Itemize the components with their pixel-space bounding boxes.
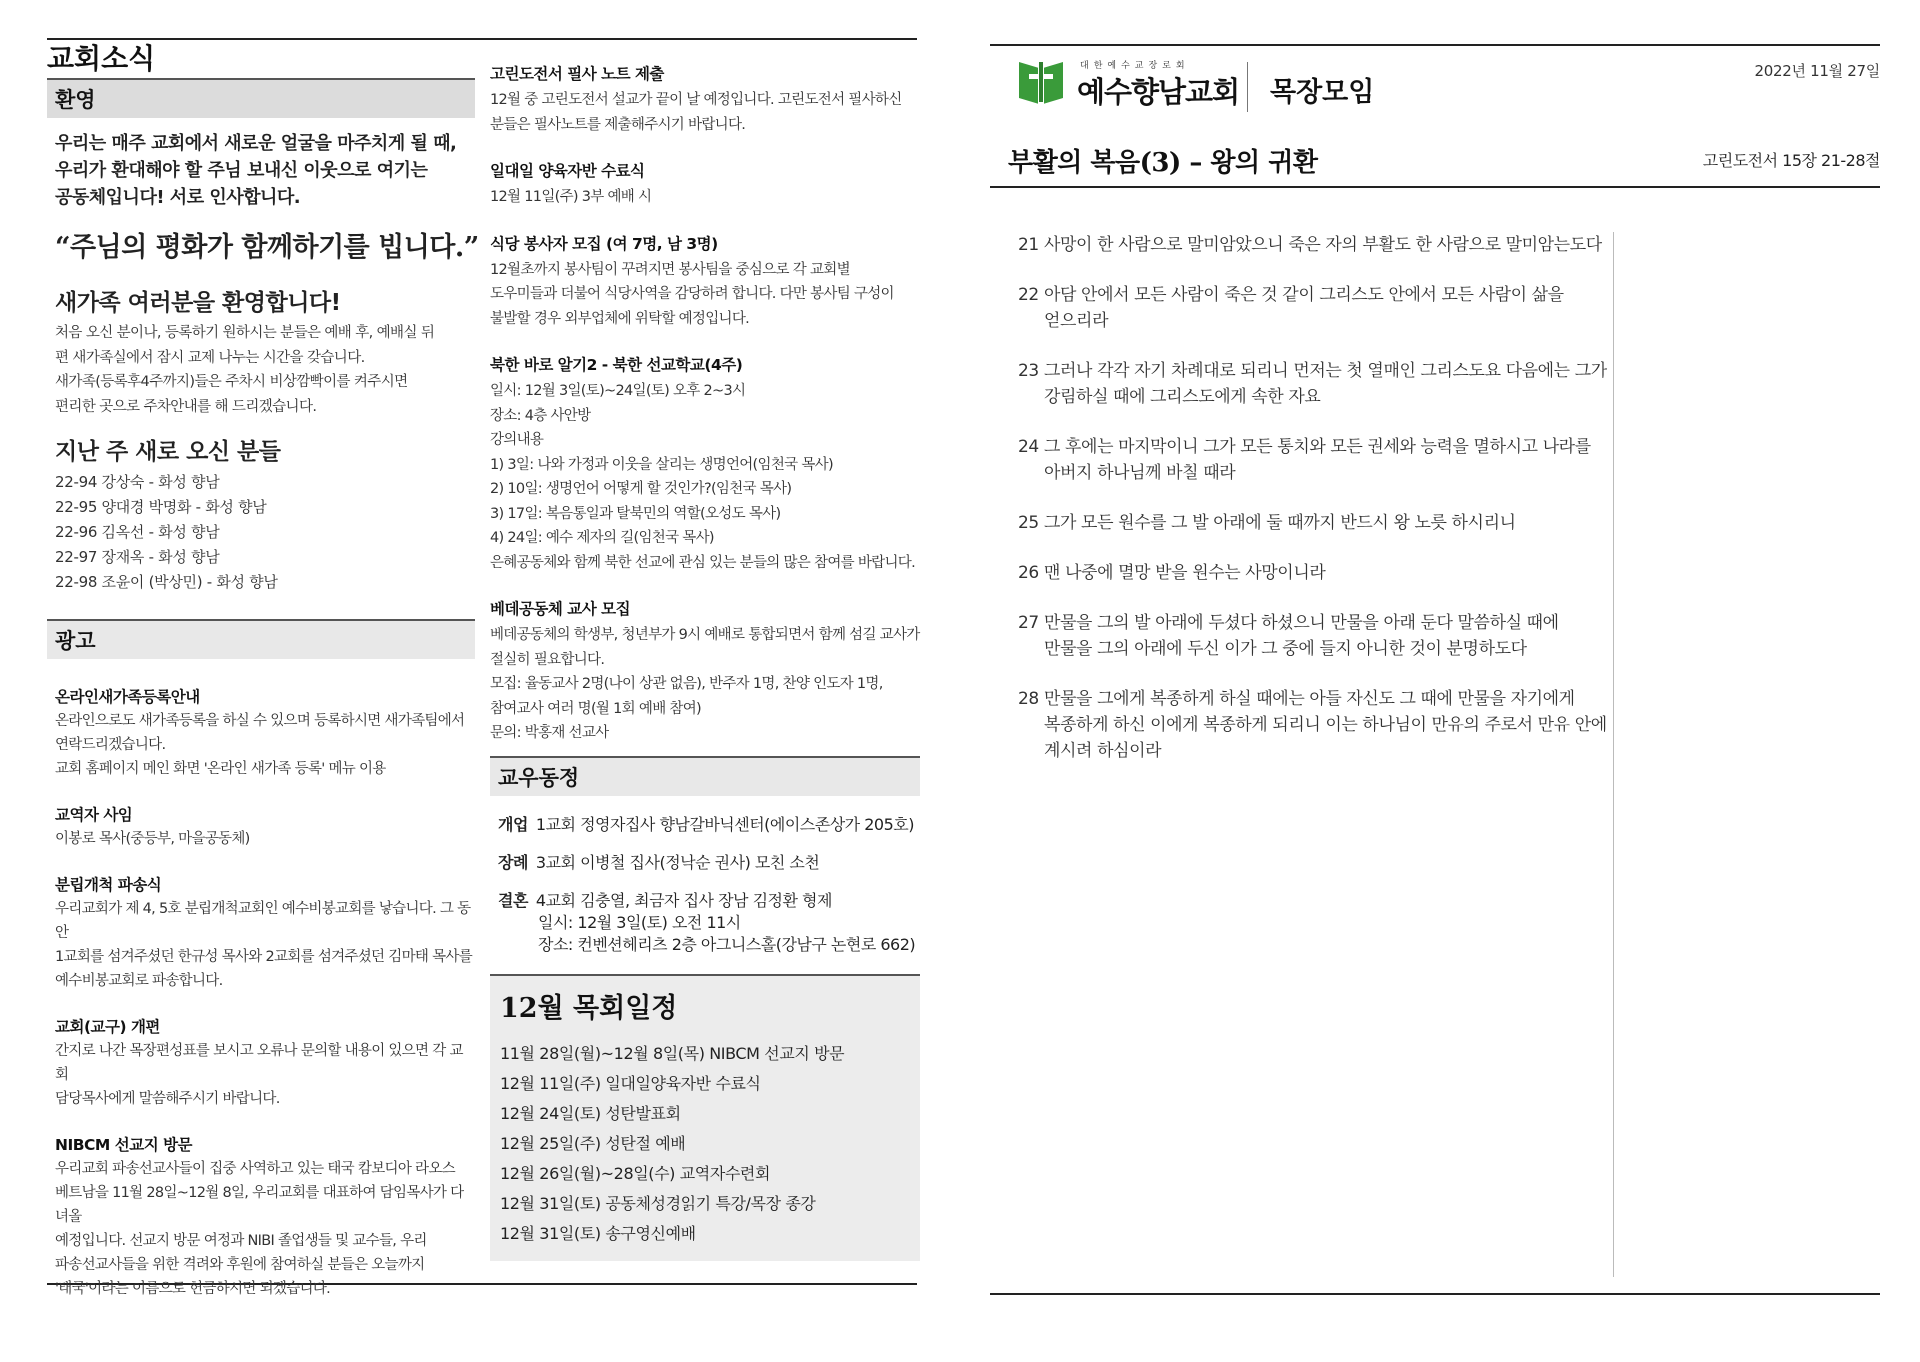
verse-number: 21 xyxy=(1018,235,1039,255)
news-line: 절실히 필요합니다. xyxy=(490,651,605,668)
family-news-text: 3교회 이병철 집사(정낙순 권사) 모친 소천 xyxy=(535,852,820,872)
news-line: 모집: 율동교사 2명(나이 상관 없음), 반주자 1명, 찬양 인도자 1명, xyxy=(490,676,883,692)
verse-number: 22 xyxy=(1018,285,1039,305)
news-line: 3) 17일: 복음통일과 탈북민의 역할(오성도 목사) xyxy=(490,505,781,522)
ad-line: 우리교회가 제 4, 5호 분립개척교회인 예수비봉교회를 낳습니다. 그 동안 xyxy=(55,901,471,941)
schedule-item: 12월 31일(토) 공동체성경읽기 특강/목장 종강 xyxy=(500,1193,816,1213)
schedule-item: 12월 25일(주) 성탄절 예배 xyxy=(500,1133,686,1153)
ad-line: 1교회를 섬겨주셨던 한규성 목사와 2교회를 섬겨주셨던 김마태 목사를 xyxy=(55,949,473,965)
meeting-title: 목장모임 xyxy=(1270,77,1375,108)
ad-title: 분립개척 파송식 xyxy=(55,876,162,894)
news-line: 문의: 박홍재 선교사 xyxy=(490,725,609,741)
sermon-title: 부활의 복음(3) – 왕의 귀환 xyxy=(1008,148,1318,178)
ad-item xyxy=(47,685,475,781)
welcome-line: 우리가 환대해야 할 주님 보내신 이웃으로 여기는 xyxy=(55,160,428,181)
schedule-item: 11월 28일(월)~12월 8일(목) NIBCM 선교지 방문 xyxy=(500,1043,845,1063)
news-item xyxy=(490,353,920,575)
newcomer-item: 22-94 강상숙 - 화성 향남 xyxy=(55,473,220,491)
verse-number: 27 xyxy=(1018,613,1039,633)
verse-line: 아담 안에서 모든 사람이 죽은 것 같이 그리스도 안에서 모든 사람이 삶을 xyxy=(1044,285,1564,305)
news-title: 북한 바로 알기2 - 북한 선교학교(4주) xyxy=(490,356,743,374)
ad-line: 베트남을 11월 28일~12월 8일, 우리교회를 대표하여 담임목사가 다녀올 xyxy=(55,1185,464,1225)
family-news-item xyxy=(498,890,920,912)
verse-line: 그가 모든 원수를 그 발 아래에 둘 때까지 반드시 왕 노릇 하시리니 xyxy=(1044,513,1516,533)
family-news-label: 결혼 xyxy=(498,890,528,910)
top-rule xyxy=(990,44,1880,46)
verse xyxy=(1018,434,1618,486)
news-line: 분들은 필사노트를 제출해주시기 바랍니다. xyxy=(490,116,746,133)
news-item xyxy=(490,62,920,137)
verse-number: 26 xyxy=(1018,563,1039,583)
news-item xyxy=(490,232,920,332)
verse-line: 만물을 그의 아래에 두신 이가 그 중에 들지 아니한 것이 분명하도다 xyxy=(1044,639,1527,659)
family-news-text: 1교회 정영자집사 향남갈바닉센터(에이스존상가 205호) xyxy=(535,814,914,834)
denomination-label: 대한예수교장로회 xyxy=(1080,61,1190,71)
new-family-line: 편 새가족실에서 잠시 교제 나누는 시간을 갖습니다. xyxy=(55,349,365,366)
new-family-line: 편리한 곳으로 주차안내를 해 드리겠습니다. xyxy=(55,398,317,415)
ad-item xyxy=(47,1133,475,1301)
welcome-bold xyxy=(47,130,475,211)
verse xyxy=(1018,560,1618,586)
bottom-rule xyxy=(990,1293,1880,1295)
verse xyxy=(1018,358,1618,410)
verse-line: 만물을 그에게 복종하게 하실 때에는 아들 자신도 그 때에 만물을 자기에게 xyxy=(1044,689,1575,709)
ad-title: 온라인새가족등록안내 xyxy=(55,688,200,706)
verse-line: 사망이 한 사람으로 말미암았으니 죽은 자의 부활도 한 사람으로 말미암는도다 xyxy=(1044,235,1602,255)
last-week-heading: 지난 주 새로 오신 분들 xyxy=(55,439,281,465)
schedule-title: 12월 목회일정 xyxy=(500,992,678,1024)
newcomer-item: 22-95 양대경 박명화 - 화성 향남 xyxy=(55,498,267,516)
family-news-bar: 교우동정 xyxy=(490,756,920,796)
ad-line: 이봉로 목사(중등부, 마을공동체) xyxy=(55,831,250,847)
news-line: 1) 3일: 나와 가정과 이웃을 살리는 생명언어(임천국 목사) xyxy=(490,456,833,473)
ads-bar: 광고 xyxy=(47,619,475,659)
column-left xyxy=(47,40,479,1301)
new-family-line: 처음 오신 분이나, 등록하기 원하시는 분들은 예배 후, 예배실 뒤 xyxy=(55,325,435,341)
news-line: 불발할 경우 외부업체에 위탁할 예정입니다. xyxy=(490,310,750,327)
ad-item xyxy=(47,803,475,851)
welcome-line: 우리는 매주 교회에서 새로운 얼굴을 마주치게 될 때, xyxy=(55,133,457,154)
ad-line: 간지로 나간 목장편성표를 보시고 오류나 문의할 내용이 있으면 각 교회 xyxy=(55,1043,463,1083)
ad-item xyxy=(47,873,475,993)
verse-line: 복종하게 하신 이에게 복종하게 되리니 이는 하나님이 만유의 주로서 만유 안에 xyxy=(1044,715,1607,735)
news-item xyxy=(490,159,920,210)
news-line: 참여교사 여러 명(월 1회 예배 참여) xyxy=(490,700,701,717)
title-rule xyxy=(990,186,1880,188)
news-line: 4) 24일: 예수 제자의 길(임천국 목사) xyxy=(490,530,714,546)
family-news-subline: 장소: 컨벤션헤리츠 2층 아그니스홀(강남구 논현로 662) xyxy=(538,934,916,954)
ad-line: 예정입니다. 선교지 방문 여정과 NIBI 졸업생들 및 교수들, 우리 xyxy=(55,1233,427,1249)
news-title: 식당 봉사자 모집 (여 7명, 남 3명) xyxy=(490,234,718,253)
church-logo-icon xyxy=(1015,56,1067,108)
schedule-item: 12월 11일(주) 일대일양육자반 수료식 xyxy=(500,1073,761,1093)
family-news-text: 4교회 김충열, 최금자 집사 장남 김정환 형제 xyxy=(535,890,832,910)
schedule-item: 12월 24일(토) 성탄발표회 xyxy=(500,1103,681,1123)
news-item xyxy=(490,597,920,746)
verse-number: 28 xyxy=(1018,689,1039,709)
ad-line: '태국'이라는 이름으로 헌금하시면 되겠습니다. xyxy=(55,1281,331,1297)
family-news-subline: 일시: 12월 3일(토) 오전 11시 xyxy=(538,912,741,932)
verse-line: 그러나 각각 자기 차례대로 되리니 먼저는 첫 열매인 그리스도요 다음에는 그가 xyxy=(1044,361,1607,381)
newcomer-item: 22-98 조윤이 (박상민) - 화성 향남 xyxy=(55,573,278,591)
ad-title: 교회(교구) 개편 xyxy=(55,1018,160,1036)
verse xyxy=(1018,282,1618,334)
header-divider xyxy=(1247,62,1248,112)
welcome-bar: 환영 xyxy=(47,78,475,118)
welcome-line: 공동체입니다! 서로 인사합니다. xyxy=(55,187,301,208)
verse-line: 강림하실 때에 그리스도에게 속한 자요 xyxy=(1044,387,1321,407)
ad-line: 교회 홈페이지 메인 화면 '온라인 새가족 등록' 메뉴 이용 xyxy=(55,761,386,777)
verse xyxy=(1018,232,1618,258)
verse-number: 25 xyxy=(1018,513,1039,533)
newcomer-item: 22-96 김옥선 - 화성 향남 xyxy=(55,523,220,541)
column-right xyxy=(490,40,920,1261)
verse-line: 계시려 하심이라 xyxy=(1044,741,1162,761)
verse-line: 만물을 그의 발 아래에 두셨다 하셨으니 만물을 아래 둔다 말씀하실 때에 xyxy=(1044,613,1559,633)
new-family-line: 새가족(등록후4주까지)들은 주차시 비상깜빡이를 켜주시면 xyxy=(55,374,408,390)
news-line: 강의내용 xyxy=(490,432,544,448)
family-news-label: 장례 xyxy=(498,852,528,872)
news-title: 고린도전서 필사 노트 제출 xyxy=(490,65,664,83)
verse-line: 얻으리라 xyxy=(1044,311,1109,331)
news-title: 일대일 양육자반 수료식 xyxy=(490,162,645,180)
news-line: 장소: 4층 사안방 xyxy=(490,407,591,424)
verse-number: 24 xyxy=(1018,437,1039,457)
family-news-item xyxy=(498,814,920,836)
news-line: 12월 11일(주) 3부 예배 시 xyxy=(490,189,652,205)
news-title: 베데공동체 교사 모집 xyxy=(490,600,631,618)
new-family-heading: 새가족 여러분을 환영합니다! xyxy=(55,290,341,316)
scripture-passage xyxy=(1018,232,1618,788)
ad-line: 우리교회 파송선교사들이 집중 사역하고 있는 태국 캄보디아 라오스 xyxy=(55,1161,455,1177)
church-name: 예수향남교회 xyxy=(1077,75,1240,109)
ad-item xyxy=(47,1015,475,1111)
notes-divider xyxy=(1613,232,1614,1277)
newcomer-item: 22-97 장재옥 - 화성 향남 xyxy=(55,548,220,566)
verse-line: 아버지 하나님께 바칠 때라 xyxy=(1044,463,1236,483)
news-line: 12월 중 고린도전서 설교가 끝이 날 예정입니다. 고린도전서 필사하신 xyxy=(490,92,902,108)
right-page xyxy=(990,0,1890,1362)
bulletin-date: 2022년 11월 27일 xyxy=(1754,62,1880,80)
ad-line: 파송선교사들을 위한 격려와 후원에 참여하실 분들은 오늘까지 xyxy=(55,1257,425,1273)
family-news-label: 개업 xyxy=(498,814,528,834)
news-line: 베데공동체의 학생부, 청년부가 9시 예배로 통합되면서 함께 섬길 교사가 xyxy=(490,627,920,643)
left-page xyxy=(0,0,940,1362)
news-line: 일시: 12월 3일(토)~24일(토) 오후 2~3시 xyxy=(490,383,746,399)
schedule-item: 12월 31일(토) 송구영신예배 xyxy=(500,1223,696,1243)
verse-line: 맨 나중에 멸망 받을 원수는 사망이니라 xyxy=(1044,563,1326,583)
ad-line: 예수비봉교회로 파송합니다. xyxy=(55,973,223,989)
ad-line: 담당목사에게 말씀해주시기 바랍니다. xyxy=(55,1091,280,1107)
schedule-item: 12월 26일(월)~28일(수) 교역자수련회 xyxy=(500,1163,771,1183)
ad-title: 교역자 사임 xyxy=(55,806,133,824)
news-line: 2) 10일: 생명언어 어떻게 할 것인가?(임천국 목사) xyxy=(490,481,792,497)
verse-line: 그 후에는 마지막이니 그가 모든 통치와 모든 권세와 능력을 멸하시고 나라를 xyxy=(1044,437,1591,457)
verse xyxy=(1018,686,1618,764)
news-line: 12월초까지 봉사팀이 꾸려지면 봉사팀을 중심으로 각 교회별 xyxy=(490,261,850,278)
scripture-reference: 고린도전서 15장 21-28절 xyxy=(1702,151,1880,170)
news-line: 은혜공동체와 함께 북한 선교에 관심 있는 분들의 많은 참여를 바랍니다. xyxy=(490,554,915,571)
news-line: 도우미들과 더불어 식당사역을 감당하려 합니다. 다만 봉사팀 구성이 xyxy=(490,286,894,302)
peace-quote: “주님의 평화가 함께하기를 빕니다.” xyxy=(55,232,479,263)
section-title: 교회소식 xyxy=(47,42,156,75)
family-news-item xyxy=(498,852,920,874)
verse xyxy=(1018,510,1618,536)
ad-line: 온라인으로도 새가족등록을 하실 수 있으며 등록하시면 새가족팀에서 xyxy=(55,713,465,729)
verse-number: 23 xyxy=(1018,361,1039,381)
schedule-box xyxy=(490,974,920,1261)
ad-line: 연락드리겠습니다. xyxy=(55,737,166,753)
verse xyxy=(1018,610,1618,662)
ad-title: NIBCM 선교지 방문 xyxy=(55,1136,193,1154)
